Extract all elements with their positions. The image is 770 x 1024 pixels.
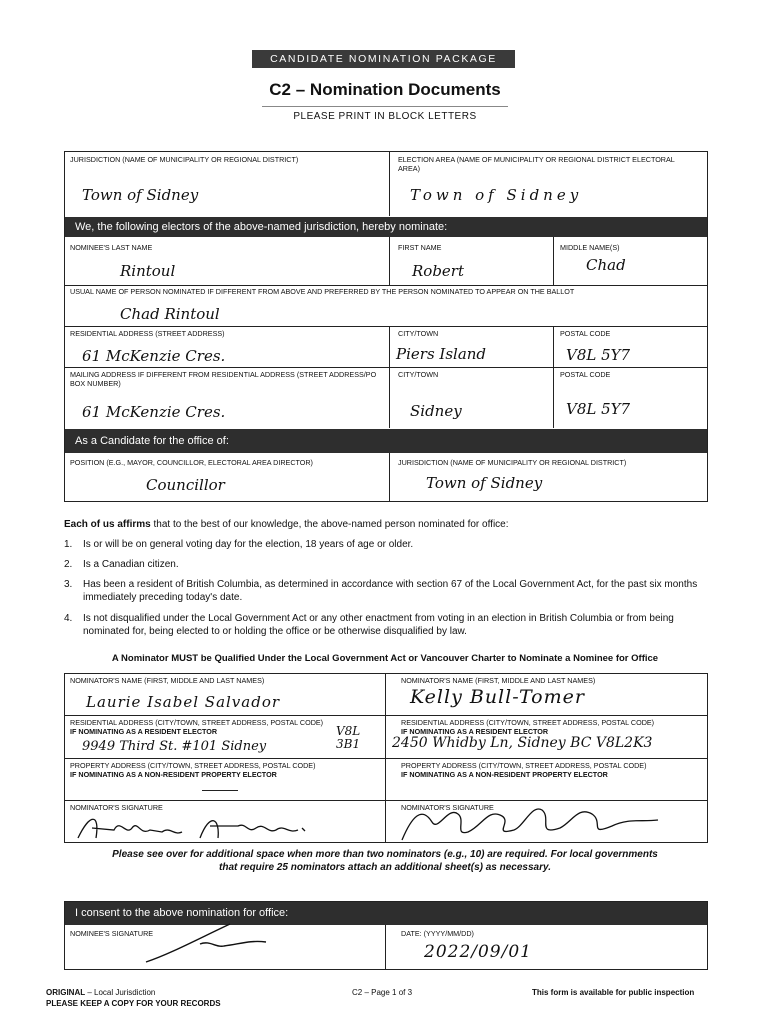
jurisdiction-label: JURISDICTION (NAME OF MUNICIPALITY OR REGIONAL DISTRICT) [70,155,299,164]
additional-nominators-note: Please see over for additional space when more than two nominators (e.g., 10) are required. For local governments that require 25 nominators attach an additional sheet(s) as necessary. [112,849,658,873]
nominator1-prop-sub: IF NOMINATING AS A NON-RESIDENT PROPERTY ELECTOR [70,770,277,779]
nominator1-name-label: NOMINATOR'S NAME (FIRST, MIDDLE AND LAST NAMES) [70,676,265,685]
position-field[interactable]: Councillor [146,476,225,494]
form-title: C2 – Nomination Documents [269,80,501,99]
nominator2-res-sub: IF NOMINATING AS A RESIDENT ELECTOR [401,727,549,736]
affirm-item-1 [64,538,724,551]
last-name-label: NOMINEE'S LAST NAME [70,243,153,252]
nominator1-name-field[interactable]: Laurie Isabel Salvador [86,693,281,711]
res-city-field[interactable]: Piers Island [396,345,487,363]
affirm-item-3 [64,578,724,603]
nominee-signature-label: NOMINEE'S SIGNATURE [70,929,154,938]
first-name-field[interactable]: Robert [412,262,465,280]
affirm-text: Has been a resident of British Columbia, as determined in accordance with section 67 of the Local Government Act, for the past six months immediately preceding today's date. [83,579,698,603]
mail-address-field[interactable]: 61 McKenzie Cres. [82,403,226,421]
mail-city-label: CITY/TOWN [398,370,439,379]
position-label: POSITION (E.G., MAYOR, COUNCILLOR, ELECTORAL AREA DIRECTOR) [70,458,313,467]
res-address-field[interactable]: 61 McKenzie Cres. [82,347,226,365]
nominator-heading: A Nominator MUST be Qualified Under the Local Government Act or Vancouver Charter to Nominate a Nominee for Office [111,653,659,664]
mail-address-label: MAILING ADDRESS IF DIFFERENT FROM RESIDENTIAL ADDRESS (STREET ADDRESS/PO BOX NUMBER) [70,370,377,388]
consent-date-field[interactable]: 2022/09/01 [424,942,532,962]
office-jurisdiction-field[interactable]: Town of Sidney [426,474,543,492]
footer-keep-copy: PLEASE KEEP A COPY FOR YOUR RECORDS [46,999,221,1008]
affirm-intro-text: that to the best of our knowledge, the above-named person nominated for office: [150,519,509,530]
package-banner: CANDIDATE NOMINATION PACKAGE [252,50,515,68]
usual-name-label: USUAL NAME OF PERSON NOMINATED IF DIFFERENT FROM ABOVE AND PREFERRED BY THE PERSON NOMINATED TO APPEAR ON THE BALLOT [70,287,575,296]
middle-name-field[interactable]: Chad [586,256,626,274]
first-name-label: FIRST NAME [398,243,442,252]
election-area-field[interactable]: Town of Sidney [410,186,583,204]
nominator2-res-field[interactable]: 2450 Whidby Ln, Sidney BC V8L2K3 [392,735,653,751]
middle-name-label: MIDDLE NAME(S) [560,243,620,252]
nominator2-sig-label: NOMINATOR'S SIGNATURE [401,803,494,812]
mail-postal-label: POSTAL CODE [560,370,611,379]
nominator1-res-field[interactable]: 9949 Third St. #101 Sidney [82,739,267,754]
res-city-label: CITY/TOWN [398,329,439,338]
nominator2-prop-sub: IF NOMINATING AS A NON-RESIDENT PROPERTY ELECTOR [401,770,608,779]
mail-postal-field[interactable]: V8L 5Y7 [566,400,631,418]
affirm-item-2 [64,558,724,571]
affirm-text: Is or will be on general voting day for the election, 18 years of age or older. [83,539,414,550]
nominator2-prop-label: PROPERTY ADDRESS (CITY/TOWN, STREET ADDRESS, POSTAL CODE) [401,761,647,770]
nominator1-res-label: RESIDENTIAL ADDRESS (CITY/TOWN, STREET ADDRESS, POSTAL CODE) [70,718,324,727]
affirm-num: 4. [64,613,73,624]
res-address-label: RESIDENTIAL ADDRESS (STREET ADDRESS) [70,329,225,338]
title-divider [262,106,508,107]
election-area-label: ELECTION AREA (NAME OF MUNICIPALITY OR REGIONAL DISTRICT ELECTORAL AREA) [398,155,675,173]
affirm-text: Is a Canadian citizen. [83,559,179,570]
footer-original-bold: ORIGINAL [46,988,86,997]
usual-name-field[interactable]: Chad Rintoul [120,305,220,323]
office-jurisdiction-label: JURISDICTION (NAME OF MUNICIPALITY OR REGIONAL DISTRICT) [398,458,627,467]
nominator1-signature[interactable] [70,808,330,846]
nominator1-prop-dash [202,790,238,791]
nominator2-signature[interactable] [392,796,672,846]
footer-original-text: – Local Jurisdiction [85,988,156,997]
footer-original [46,988,155,998]
consent-date-label: DATE: (YYYY/MM/DD) [401,929,474,938]
nominator2-name-field[interactable]: Kelly Bull-Tomer [410,686,585,708]
nominator1-res-sub: IF NOMINATING AS A RESIDENT ELECTOR [70,727,218,736]
footer-page-number: C2 – Page 1 of 3 [352,988,413,997]
consent-bar: I consent to the above nomination for office: [65,902,707,925]
nominator2-name-label: NOMINATOR'S NAME (FIRST, MIDDLE AND LAST NAMES) [401,676,596,685]
affirm-intro [64,518,724,531]
nominator2-res-label: RESIDENTIAL ADDRESS (CITY/TOWN, STREET ADDRESS, POSTAL CODE) [401,718,655,727]
nominator1-sig-label: NOMINATOR'S SIGNATURE [70,803,163,812]
affirm-intro-bold: Each of us affirms [64,519,151,530]
form-subtitle: PLEASE PRINT IN BLOCK LETTERS [293,111,477,122]
nominator1-res-postal[interactable]: V8L 3B1 [336,724,361,751]
mail-city-field[interactable]: Sidney [410,402,462,420]
candidate-bar: As a Candidate for the office of: [65,429,707,453]
nominator1-prop-label: PROPERTY ADDRESS (CITY/TOWN, STREET ADDRESS, POSTAL CODE) [70,761,316,770]
affirm-num: 2. [64,559,73,570]
affirm-num: 1. [64,539,73,550]
nominate-bar: We, the following electors of the above-named jurisdiction, hereby nominate: [65,217,707,237]
jurisdiction-field[interactable]: Town of Sidney [82,186,199,204]
footer-public-inspection: This form is available for public inspection [532,988,695,997]
last-name-field[interactable]: Rintoul [120,262,176,280]
res-postal-field[interactable]: V8L 5Y7 [566,346,631,364]
affirm-item-4 [64,612,724,637]
res-postal-label: POSTAL CODE [560,329,611,338]
affirm-text: Is not disqualified under the Local Government Act or any other enactment from voting in an election in British Columbia or from being nominated for, being elected to or holding the office or be otherwise disqualified by law. [83,613,674,637]
nominee-signature[interactable] [140,918,290,968]
affirm-num: 3. [64,579,73,590]
